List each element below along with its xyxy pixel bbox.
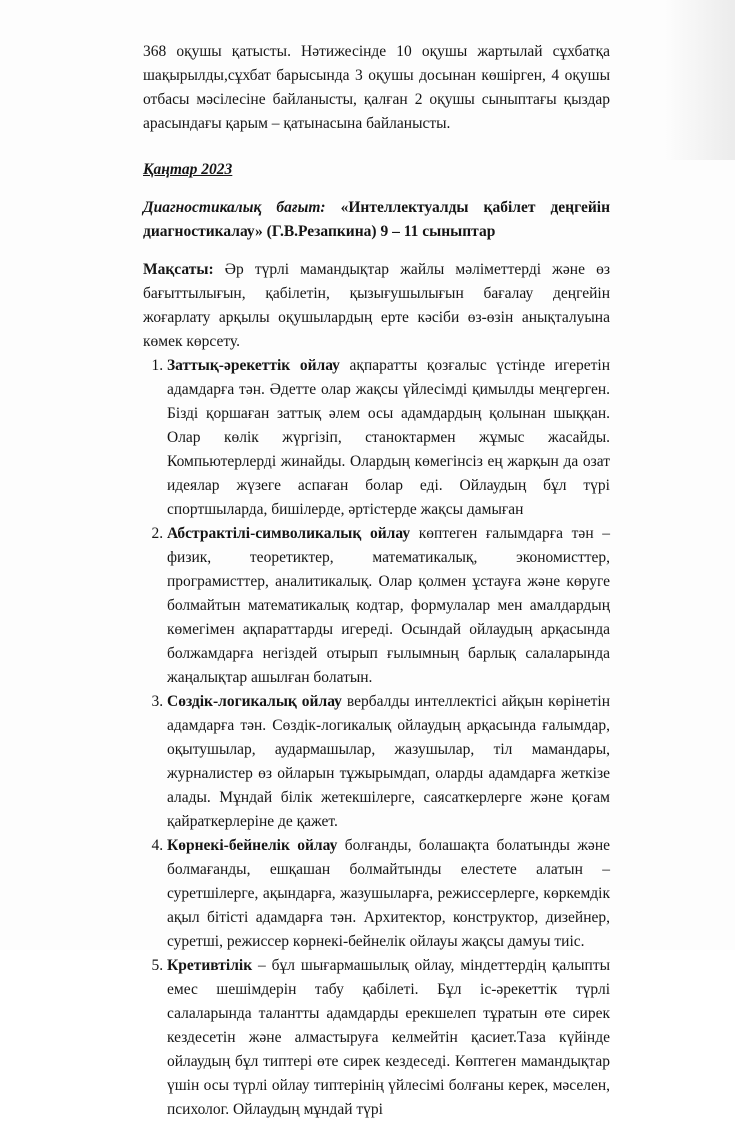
scan-edge-shadow	[665, 0, 735, 160]
list-item-text: вербалды интеллектісі айқын көрінетін адамдарға тән. Сөздік-логикалық ойлаудың арқасында ғалымдар, оқытушылар, аудармашылар, жазушылар, тіл мамандары, журналистер өз ойларын тұжырымдап, оларды адамдарға жеткізе алады. Мұндай білік жетекшілерге, саясаткерлерге және қоғам қайраткерлеріне де қажет.	[167, 693, 610, 830]
goal-paragraph	[143, 258, 610, 354]
intro-paragraph: 368 оқушы қатысты. Нәтижесінде 10 оқушы жартылай сұхбатқа шақырылды,сұхбат барысында 3 оқушы досынан көшірген, 4 оқушы отбасы мәсілесіне байланысты, қалған 2 оқушы сыныптағы қыздар арасындағы қарым – қатынасына байланысты.	[143, 43, 610, 132]
list-item-term: Заттық-әрекеттік ойлау	[167, 357, 340, 374]
list-item-text: болғанды, болашақта болатынды және болмағанды, ешқашан болмайтынды елестете алатын – суретшілерге, ақындарға, жазушыларға, режиссерлерге, көркемдік ақыл бітісті адамдарға тән. Архитектор, конструктор, дизейнер, суретші, режиссер көрнекі-бейнелік ойлауы жақсы дамуы тиіс.	[167, 837, 610, 950]
list-item-term: Көрнекі-бейнелік ойлау	[167, 837, 338, 854]
list-item	[167, 834, 610, 954]
list-item-text: ақпаратты қозғалыс үстінде игеретін адамдарға тән. Әдетте олар жақсы үйлесімді қимылды меңгерген. Бізді қоршаған заттық әлем осы адамдардың қолынан шыққан. Олар көлік жүргізіп, станоктармен жұмыс жасайды. Компьютерлерді жинайды. Олардың көмегінсіз ең жарқын да озат идеялар жүзеге аспаған болар еді. Ойлаудың бұл түрі спортшыларда, бишілерде, әртістерде жақсы дамыған	[167, 357, 611, 518]
list-item-text: – бұл шығармашылық ойлау, міндеттердің қалыпты емес шешімдерін табу қабілеті. Бұл іс-әрекеттік түрлі салаларында талантты адамдарды ерекшелеп тұратын өте сирек кездесетін және алмастыруға келмейтін қасиет.Таза күйінде ойлаудың бұл типтері өте сирек кездеседі. Көптеген мамандықтар үшін осы түрлі ойлау типтерінің үйлесімі болғаны керек, мәселен, психолог. Ойлаудың мұндай түрі	[167, 957, 611, 1118]
thinking-types-list	[143, 354, 610, 1122]
list-item-term: Кретивтілік	[167, 957, 253, 974]
list-item	[167, 522, 610, 690]
list-item	[167, 954, 610, 1122]
diagnostic-direction	[143, 196, 610, 244]
list-item-text: көптеген ғалымдарға тән – физик, теоретиктер, математикалық, экономисттер, програмисттер, аналитикалық. Олар қолмен ұстауға және көруге болмайтын математикалық кодтар, формулалар мен амалдардың көмегімен ақпараттарды игереді. Осындай ойлаудың арқасында болжамдарға негіздей отырып ғылымның барлық салаларында жаңалықтар ашылған болатын.	[167, 525, 611, 686]
page-content	[143, 40, 610, 1122]
section-date: Қаңтар 2023	[143, 161, 233, 178]
list-item	[167, 354, 610, 522]
list-item-term: Абстрактілі-символикалық ойлау	[167, 525, 411, 542]
direction-label: Диагностикалық бағыт:	[143, 199, 326, 216]
list-item	[167, 690, 610, 834]
goal-text: Әр түрлі мамандықтар жайлы мәліметтерді және өз бағыттылығын, қабілетін, қызығушылығын бағалау деңгейін жоғарлату арқылы оқушылардың ерте кәсіби өз-өзін анықталуына көмек көрсету.	[143, 261, 610, 350]
list-item-term: Сөздік-логикалық ойлау	[167, 693, 342, 710]
direction-text: «Интеллектуалды қабілет деңгейін диагностикалау» (Г.В.Резапкина) 9 – 11 сыныптар	[143, 199, 610, 240]
goal-label: Мақсаты:	[143, 261, 214, 278]
